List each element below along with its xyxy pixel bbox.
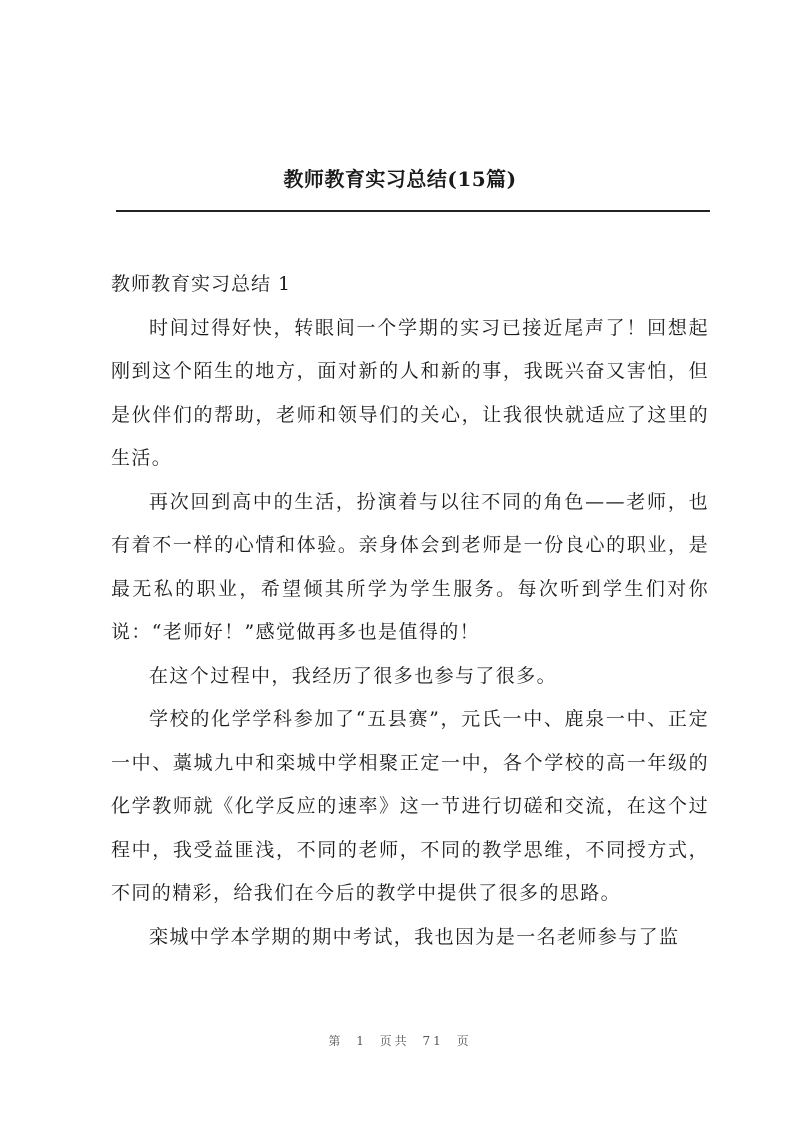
document-body	[111, 263, 709, 959]
paragraph-5: 栾城中学本学期的期中考试，我也因为是一名老师参与了监	[149, 925, 680, 948]
paragraph-1: 时间过得好快，转眼间一个学期的实习已接近尾声了！回想起刚到这个陌生的地方，面对新的人和新的事，我既兴奋又害怕，但是伙伴们的帮助，老师和领导们的关心，让我很快就适应了这里的生活。	[111, 316, 709, 469]
title-underline	[116, 210, 710, 212]
footer-total-pages: 71	[422, 1034, 444, 1048]
paragraph-2: 再次回到高中的生活，扮演着与以往不同的角色——老师，也有着不一样的心情和体验。亲身体会到老师是一份良心的职业，是最无私的职业，希望倾其所学为学生服务。每次听到学生们对你说：“老师好！”感觉做再多也是值得的！	[111, 490, 709, 643]
footer-suffix: 页	[456, 1034, 472, 1048]
section-heading: 教师教育实习总结 1	[111, 273, 292, 295]
footer-middle: 页共	[379, 1034, 410, 1048]
page-footer	[0, 1032, 800, 1050]
footer-prefix: 第	[328, 1034, 344, 1048]
paragraph-4: 学校的化学学科参加了“五县赛”，元氏一中、鹿泉一中、正定一中、藁城九中和栾城中学相聚正定一中，各个学校的高一年级的化学教师就《化学反应的速率》这一节进行切磋和交流，在这个过程中，我受益匪浅，不同的老师，不同的教学思维，不同授方式，不同的精彩，给我们在今后的教学中提供了很多的思路。	[111, 708, 709, 904]
footer-page-number: 1	[356, 1034, 367, 1048]
paragraph-3: 在这个过程中，我经历了很多也参与了很多。	[149, 664, 558, 687]
document-title: 教师教育实习总结(15篇)	[283, 167, 517, 191]
